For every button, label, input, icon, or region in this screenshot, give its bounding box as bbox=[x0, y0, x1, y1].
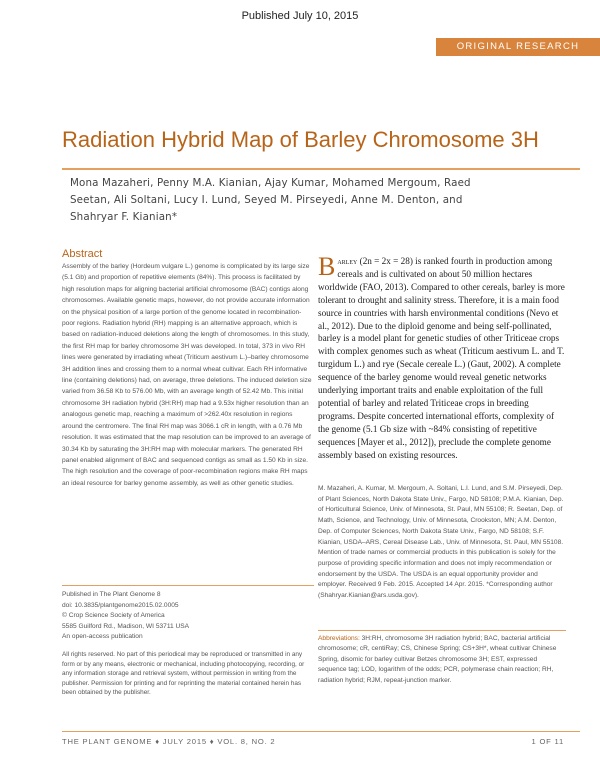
footer-divider bbox=[62, 731, 580, 732]
publication-info-line: An open-access publication bbox=[62, 633, 143, 641]
publication-info-line: © Crop Science Society of America bbox=[62, 612, 165, 620]
author-list: Mona Mazaheri, Penny M.A. Kianian, Ajay Kumar, Mohamed Mergoum, Raed Seetan, Ali Soltani, Lucy I. Lund, Seyed M. Pirseyedi, Anne M. Denton, and Shahryar F. Kianian* bbox=[70, 177, 471, 223]
rights-statement: All rights reserved. No part of this periodical may be reproduced or transmitted in any form or by any means, electronic or mechanical, including photocopying, recording, or any information storage and retrieval system, without permission in writing from the publisher. Permission for printing and for reprinting the material contained herein has been obtained by the publisher. bbox=[62, 651, 305, 697]
intro-lead-word: arley bbox=[337, 256, 358, 266]
publication-info-line: 5585 Guilford Rd., Madison, WI 53711 USA bbox=[62, 622, 190, 630]
publication-info-divider bbox=[62, 585, 314, 586]
article-title: Radiation Hybrid Map of Barley Chromosome 3H bbox=[62, 127, 539, 152]
author-affiliations: M. Mazaheri, A. Kumar, M. Mergoum, A. Soltani, L.I. Lund, and S.M. Pirseyedi, Dep. of Plant Sciences, North Dakota State Univ., Fargo, ND 58108; P.M.A. Kianian, Dep. of Horticultural Science, Univ. of Minnesota, St. Paul, MN 55108; R. Seetan, Dep. of Math, Science, and Technology, Univ. of Minnesota, Crookston, MN; A.M. Denton, Dep. of Computer Sciences, North Dakota State Univ., Fargo, ND 58108; S.F. Kianian, USDA–ARS, Cereal Disease Lab., Univ. of Minnesota, St. Paul, MN 55108. Mention of trade names or commercial products in this publication is solely for the purpose of providing specific information and does not imply recommendation or endorsement by the USDA. The USDA is an equal opportunity provider and employer. Received 9 Feb. 2015. Accepted 14 Apr. 2015. *Corresponding author (Shahryar.Kianian@ars.usda.gov). bbox=[318, 485, 564, 600]
introduction-text bbox=[318, 252, 566, 462]
abstract-text: Assembly of the barley (Hordeum vulgare L.) genome is complicated by its large size (5.1 Gb) and proportion of repetitive elements (84%). This process is facilitated by high resolution maps for aligning bacterial artificial chromosome (BAC) contigs along chromosomes. Available genetic maps, however, do not provide accurate information on the physical position of a large portion of the genome located in recombination-poor regions. Radiation hybrid (RH) mapping is an alternative approach, which is based on radiation-induced deletions along the length of chromosomes. In this study, the first RH map for barley chromosome 3H was developed. In total, 373 in vivo RH lines were generated by irradiating wheat (Triticum aestivum L.)–barley chromosome 3H addition lines and crossing them to a normal wheat cultivar. Each RH informative line (containing deletions) had, on average, three deletions. The induced deletion size varied from 36.58 Kb to 576.00 Mb, with an average length of 52.42 Mb. This initial chromosome 3H radiation hybrid (3H:RH) map had a 9.53x higher resolution than an analogous genetic map, reaching a maximum of >262.40x resolution in regions around the centromere. The final RH map was 3066.1 cR in length, with a 0.76 Mb resolution. It was estimated that the map resolution can be improved to an average of 30.34 Kb by saturating the 3H:RH map with molecular markers. The generated RH panel enabled alignment of BAC and sequenced contigs as small as 1.50 Kb in size. The high resolution and the coverage of poor-recombination regions make RH maps an ideal resource for barley genome assembly, as well as other genetic studies. bbox=[62, 263, 312, 487]
page-number: 1 OF 11 bbox=[531, 737, 564, 746]
abbreviations-label: Abbreviations: bbox=[318, 635, 360, 642]
abbreviations-divider bbox=[318, 630, 566, 631]
abbreviations-text: 3H:RH, chromosome 3H radiation hybrid; BAC, bacterial artificial chromosome; cR, centiRay; CS, Chinese Spring; CS+3H*, wheat cultivar Chinese Spring, disomic for barley cultivar Betzes chromosome 3H; EST, expressed sequence tag; LOD, logarithm of the odds; PCR, polymerase chain reaction; RH, radiation hybrid; RJM, repeat-junction marker. bbox=[318, 635, 557, 684]
drop-cap: B bbox=[318, 252, 336, 281]
section-label: ORIGINAL RESEARCH bbox=[436, 38, 600, 56]
publication-info-line: Published in The Plant Genome 8 bbox=[62, 591, 161, 598]
publication-info bbox=[62, 590, 314, 643]
abstract-heading: Abstract bbox=[62, 248, 103, 260]
intro-body: (2n = 2x = 28) is ranked fourth in production among cereals and is cultivated on about 50 million hectares worldwide (FAO, 2013). Compared to other cereals, barley is more tolerant to drought and salinity stress. Therefore, it is a main food source in countries with harsh environmental conditions (Nevo et al., 2012). Due to the diploid genome and being self-pollinated, barley is a model plant for genetic studies of other Triticeae crops with complex genomes such as wheat (Triticum aestivum L. and T. turgidum L.) and rye (Secale cereale L.) (Gaut, 2002). A complete sequence of the barley genome would reveal genetic networks underlying important traits and enable exploitation of the full potential of barley and related Triticeae crops in breeding programs. Despite concerted international efforts, complexity of the genome (5.1 Gb size with ~84% consisting of repetitive sequences [Mayer et al., 2012]), preclude the complete genome assembly based on existing resources. bbox=[318, 256, 565, 460]
doi-link[interactable]: doi: 10.3835/plantgenome2015.02.0005 bbox=[62, 601, 179, 609]
abbreviations bbox=[318, 634, 566, 686]
title-divider bbox=[62, 168, 580, 170]
published-date: Published July 10, 2015 bbox=[241, 10, 359, 22]
journal-footer: THE PLANT GENOME ♦ JULY 2015 ♦ VOL. 8, NO. 2 bbox=[62, 737, 276, 746]
